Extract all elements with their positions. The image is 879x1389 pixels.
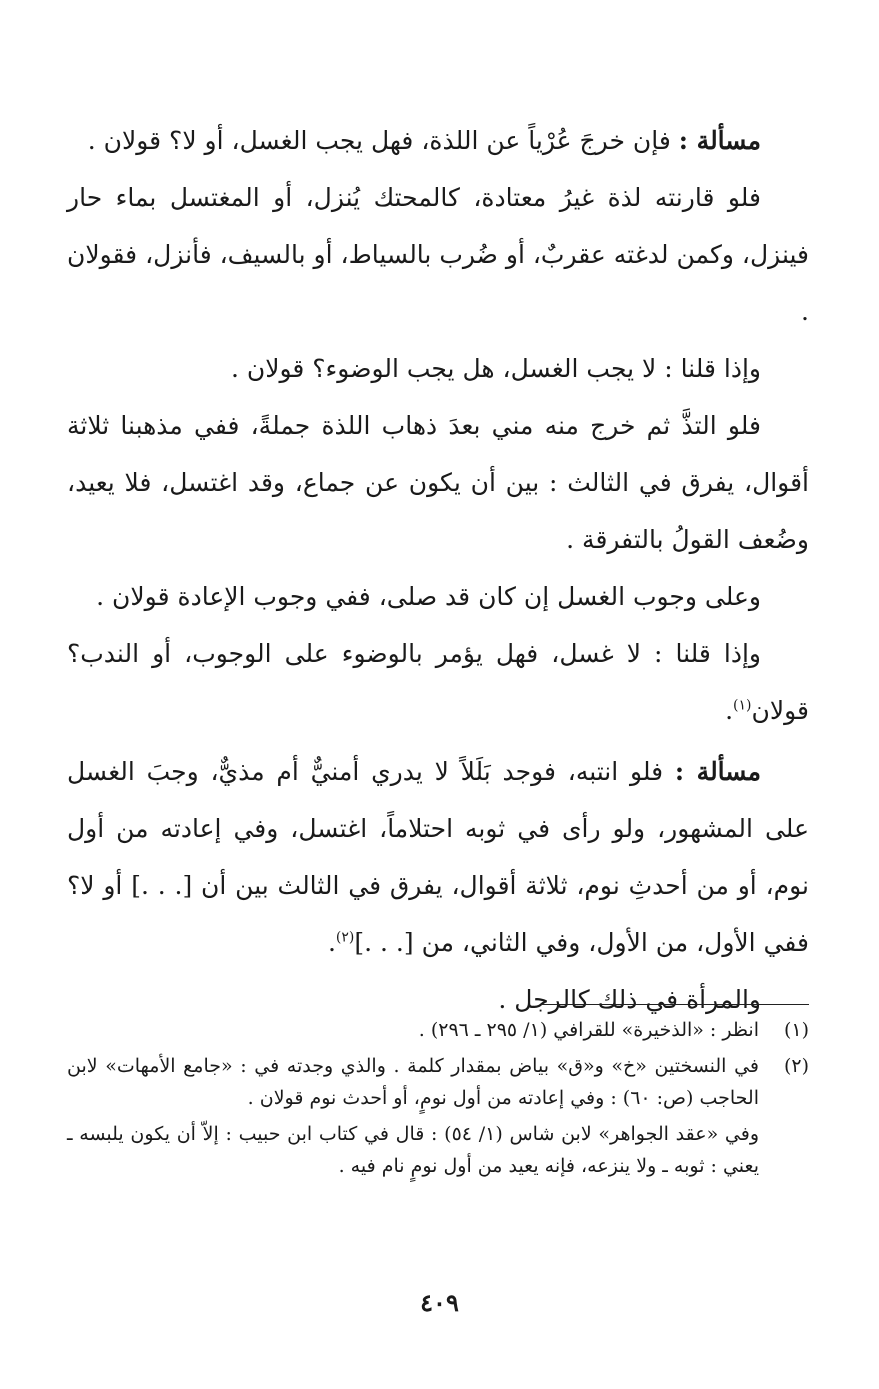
paragraph-text: فلو انتبه، فوجد بَلَلاً لا يدري أمنيٌّ أم مذيٌّ، وجبَ الغسل على المشهور، ولو رأى في ثوبه احتلاماً، اغتسل، وفي إعادته من أول نوم، أو من أحدثِ نوم، ثلاثة أقوال، يفرق في الثالث بين أن [. . .] أو لا؟ ففي الأول، من الأول، وفي الثاني، من [. . .] [67,757,809,957]
footnote [67,1050,809,1114]
paragraph [67,743,809,971]
paragraph-end: . [327,928,336,957]
footnote-reference[interactable]: (٢) [335,929,355,946]
main-text [67,108,809,1028]
paragraph-end: . [725,696,734,725]
paragraph: والمرأة في ذلك كالرجل . [498,985,761,1014]
paragraph: وإذا قلنا : لا يجب الغسل، هل يجب الوضوء؟ قولان . [230,354,761,383]
footnote-text: انظر : «الذخيرة» للقرافي (١/ ٢٩٥ ـ ٢٩٦) . [418,1019,759,1041]
footnote-reference[interactable]: (١) [733,697,752,714]
page-number: ٤٠٩ [420,1288,459,1317]
paragraph [67,112,809,169]
paragraph-text: وإذا قلنا : لا غسل، فهل يؤمر بالوضوء على الوجوب، أو الندب؟ قولان [67,639,809,725]
footnote-text: في النسختين «خ» و«ق» بياض بمقدار كلمة . والذي وجدته في : «جامع الأمهات» لابن الحاجب (ص: ٦٠) : وفي إعادته من أول نومٍ، أو أحدث نوم قولان . [67,1055,759,1109]
paragraph: وعلى وجوب الغسل إن كان قد صلى، ففي وجوب الإعادة قولان . [96,582,761,611]
issue-heading: مسألة : [678,126,761,155]
footnotes [67,1014,809,1182]
paragraph: فلو قارنته لذة غيرُ معتادة، كالمحتك يُنزل، أو المغتسل بماء حار فينزل، وكمن لدغته عقربٌ، أو ضُرب بالسياط، أو بالسيف، فأنزل، فقولان . [67,183,809,326]
issue-heading: مسألة : [674,757,761,786]
paragraph-text: فإن خرجَ عُرْياً عن اللذة، فهل يجب الغسل، أو لا؟ قولان . [87,126,679,155]
paragraph [67,625,809,739]
footnote-separator [541,1004,809,1005]
footnote-number: (١) [783,1019,809,1041]
footnote-number: (٢) [783,1055,809,1077]
paragraph: فلو التذَّ ثم خرج منه مني بعدَ ذهاب اللذة جملةً، ففي مذهبنا ثلاثة أقوال، يفرق في الثالث : بين أن يكون عن جماع، وقد اغتسل، فلا يعيد، وضُعف القولُ بالتفرقة . [67,411,809,554]
footnote-continuation: وفي «عقد الجواهر» لابن شاس (١/ ٥٤) : قال في كتاب ابن حبيب : إلاّ أن يكون يلبسه ـ يعني : ثوبه ـ ولا ينزعه، فإنه يعيد من أول نومٍ نام فيه . [67,1123,760,1177]
footnote [67,1014,809,1046]
